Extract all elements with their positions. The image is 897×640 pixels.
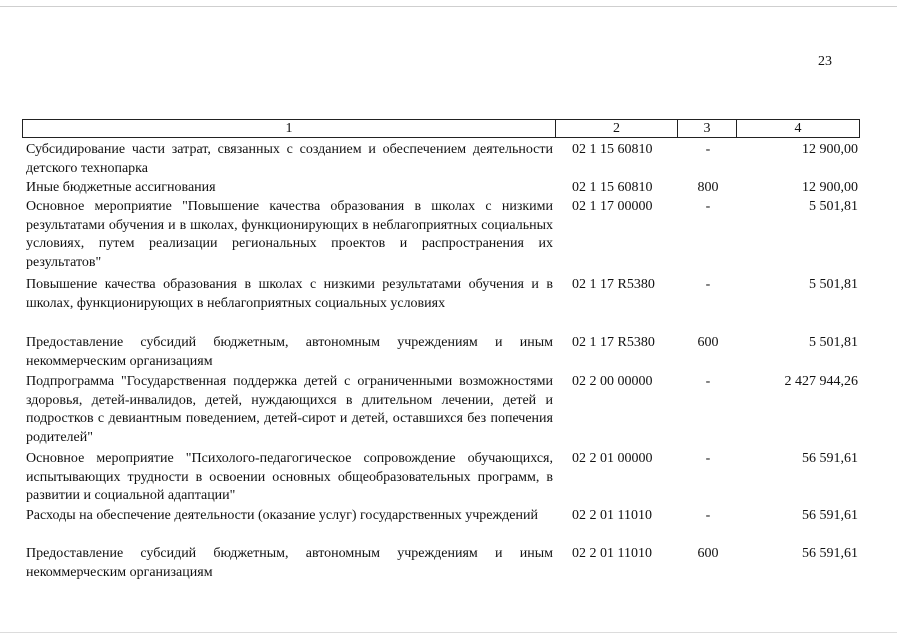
row-amount: 12 900,00 — [802, 142, 858, 157]
header-col-3: 3 — [678, 120, 737, 137]
row-amount: 5 501,81 — [809, 199, 858, 214]
row-expense-type: - — [705, 451, 711, 466]
row-expense-type: - — [705, 142, 711, 157]
row-expense-type: - — [705, 277, 711, 292]
row-amount: 5 501,81 — [809, 277, 858, 292]
table-header — [22, 119, 860, 138]
row-expense-type: 800 — [697, 180, 719, 195]
row-code: 02 1 17 R5380 — [572, 277, 655, 292]
row-description: Расходы на обеспечение деятельности (оказание услуг) государственных учреждений — [26, 508, 538, 523]
row-code: 02 2 01 11010 — [572, 546, 652, 561]
row-expense-type: - — [705, 374, 711, 389]
row-expense-type: - — [705, 508, 711, 523]
row-amount: 2 427 944,26 — [784, 374, 858, 389]
row-code: 02 2 01 11010 — [572, 508, 652, 523]
row-code: 02 1 17 R5380 — [572, 335, 655, 350]
page-number: 23 — [818, 54, 832, 69]
header-col-4: 4 — [794, 121, 802, 136]
header-col-2: 2 — [556, 120, 678, 137]
row-description: Основное мероприятие "Психолого-педагогическое сопровождение обучающихся, испытывающих трудности в освоении основных общеобразовательных программ, в развитии и социальной адаптации" — [26, 451, 553, 503]
row-description: Субсидирование части затрат, связанных с созданием и обеспечением деятельности детского технопарка — [26, 142, 553, 176]
row-code: 02 1 17 00000 — [572, 199, 653, 214]
row-expense-type: 600 — [697, 335, 719, 350]
row-description: Иные бюджетные ассигнования — [26, 180, 216, 195]
row-description: Повышение качества образования в школах с низкими результатами обучения и в школах, функционирующих в неблагоприятных социальных условиях — [26, 277, 553, 311]
row-amount: 56 591,61 — [802, 508, 858, 523]
row-amount: 56 591,61 — [802, 451, 858, 466]
row-description: Подпрограмма "Государственная поддержка детей с ограниченными возможностями здоровья, детей-инвалидов, детей, нуждающихся в длительном лечении, детей и подростков с девиантным поведением, детей-сирот и детей, оставшихся без попечения родителей" — [26, 374, 553, 445]
scan-edge-bottom — [0, 632, 897, 633]
row-amount: 12 900,00 — [802, 180, 858, 195]
row-code: 02 1 15 60810 — [572, 142, 653, 157]
row-amount: 56 591,61 — [802, 546, 858, 561]
row-expense-type: - — [705, 199, 711, 214]
row-description: Основное мероприятие "Повышение качества образования в школах с низкими результатами обучения и в школах, функционирующих в неблагоприятных социальных условиях, путем реализации региональных проектов и распространения их результатов" — [26, 199, 553, 270]
scan-edge-top — [0, 6, 897, 7]
row-code: 02 2 01 00000 — [572, 451, 653, 466]
row-code: 02 1 15 60810 — [572, 180, 653, 195]
row-description: Предоставление субсидий бюджетным, автономным учреждениям и иным некоммерческим организациям — [26, 546, 553, 580]
header-col-1: 1 — [23, 120, 556, 137]
row-description: Предоставление субсидий бюджетным, автономным учреждениям и иным некоммерческим организациям — [26, 335, 553, 369]
row-amount: 5 501,81 — [809, 335, 858, 350]
row-expense-type: 600 — [697, 546, 719, 561]
row-code: 02 2 00 00000 — [572, 374, 653, 389]
